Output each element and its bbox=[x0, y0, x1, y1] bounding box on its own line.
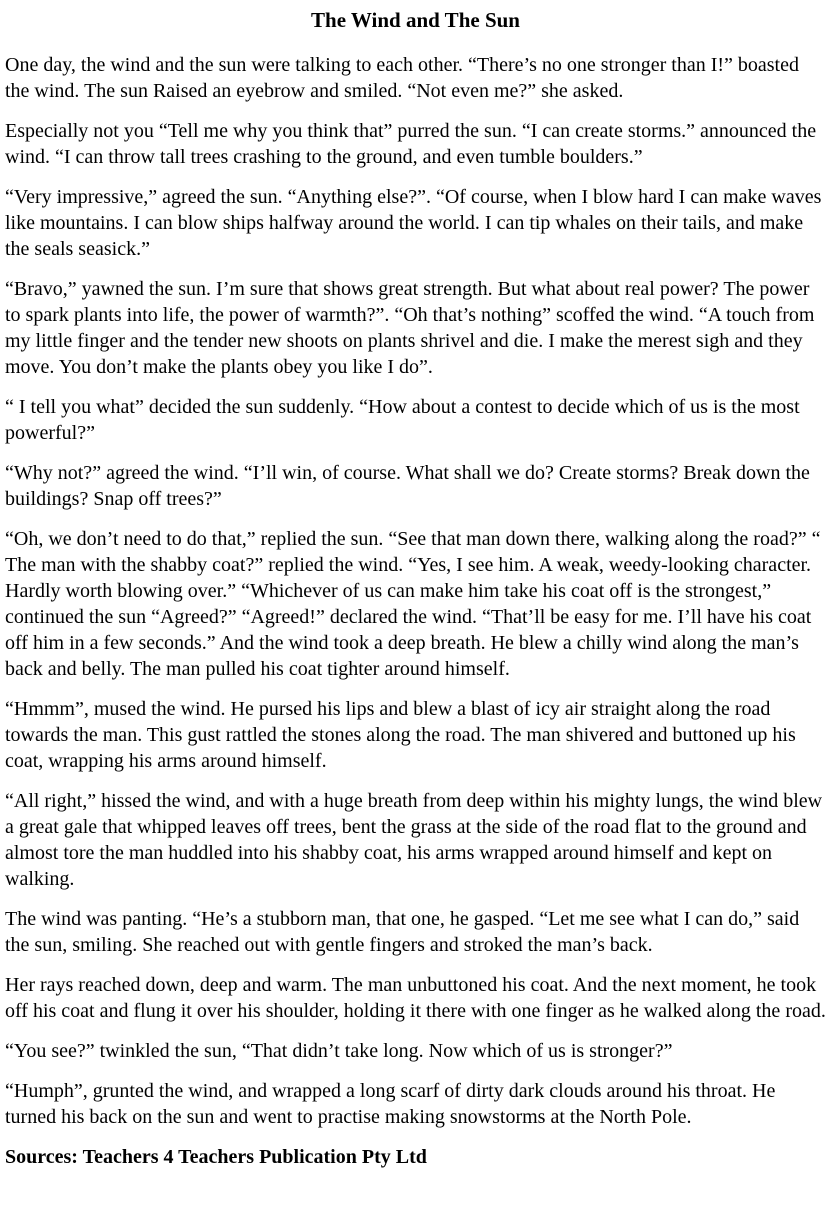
story-paragraph: “All right,” hissed the wind, and with a huge breath from deep within his mighty lungs, the wind blew a great gale that whipped leaves off trees, bent the grass at the side of the road flat to the ground and almost tore the man huddled into his shabby coat, his arms wrapped around himself and kept on walking. bbox=[5, 790, 823, 890]
source-line: Sources: Teachers 4 Teachers Publication Pty Ltd bbox=[5, 1146, 427, 1168]
story-paragraph: “Why not?” agreed the wind. “I’ll win, of course. What shall we do? Create storms? Break down the buildings? Snap off trees?” bbox=[5, 462, 810, 510]
story-paragraph: “Bravo,” yawned the sun. I’m sure that shows great strength. But what about real power? The power to spark plants into life, the power of warmth?”. “Oh that’s nothing” scoffed the wind. “A touch from my little finger and the tender new shoots on plants shrivel and die. I make the merest sigh and they move. You don’t make the plants obey you like I do”. bbox=[5, 278, 815, 378]
story-paragraph: Her rays reached down, deep and warm. The man unbuttoned his coat. And the next moment, he took off his coat and flung it over his shoulder, holding it there with one finger as he walked along the road. bbox=[5, 974, 826, 1022]
story-paragraph: Especially not you “Tell me why you think that” purred the sun. “I can create storms.” announced the wind. “I can throw tall trees crashing to the ground, and even tumble boulders.” bbox=[5, 120, 817, 168]
story-paragraph: “Very impressive,” agreed the sun. “Anything else?”. “Of course, when I blow hard I can make waves like mountains. I can blow ships halfway around the world. I can tip whales on their tails, and make the seals seasick.” bbox=[5, 186, 822, 260]
story-paragraph: “Oh, we don’t need to do that,” replied the sun. “See that man down there, walking along the road?” “ The man with the shabby coat?” replied the wind. “Yes, I see him. A weak, weedy-looking character. Hardly worth blowing over.” “Whichever of us can make him take his coat off is the strongest,” continued the sun “Agreed?” “Agreed!” declared the wind. “That’ll be easy for me. I’ll have his coat off him in a few seconds.” And the wind took a deep breath. He blew a chilly wind along the man’s back and belly. The man pulled his coat tighter around himself. bbox=[5, 528, 821, 680]
story-paragraph: The wind was panting. “He’s a stubborn man, that one, he gasped. “Let me see what I can do,” said the sun, smiling. She reached out with gentle fingers and stroked the man’s back. bbox=[5, 908, 800, 956]
story-paragraph: “ I tell you what” decided the sun suddenly. “How about a contest to decide which of us is the most powerful?” bbox=[5, 396, 800, 444]
document-title: The Wind and The Sun bbox=[311, 8, 520, 32]
story-paragraph: “You see?” twinkled the sun, “That didn’t take long. Now which of us is stronger?” bbox=[5, 1040, 673, 1062]
story-paragraph: “Humph”, grunted the wind, and wrapped a long scarf of dirty dark clouds around his throat. He turned his back on the sun and went to practise making snowstorms at the North Pole. bbox=[5, 1080, 776, 1128]
story-paragraph: “Hmmm”, mused the wind. He pursed his lips and blew a blast of icy air straight along the road towards the man. This gust rattled the stones along the road. The man shivered and buttoned up his coat, wrapping his arms around himself. bbox=[5, 698, 796, 772]
story-paragraph: One day, the wind and the sun were talking to each other. “There’s no one stronger than I!” boasted the wind. The sun Raised an eyebrow and smiled. “Not even me?” she asked. bbox=[5, 54, 799, 102]
